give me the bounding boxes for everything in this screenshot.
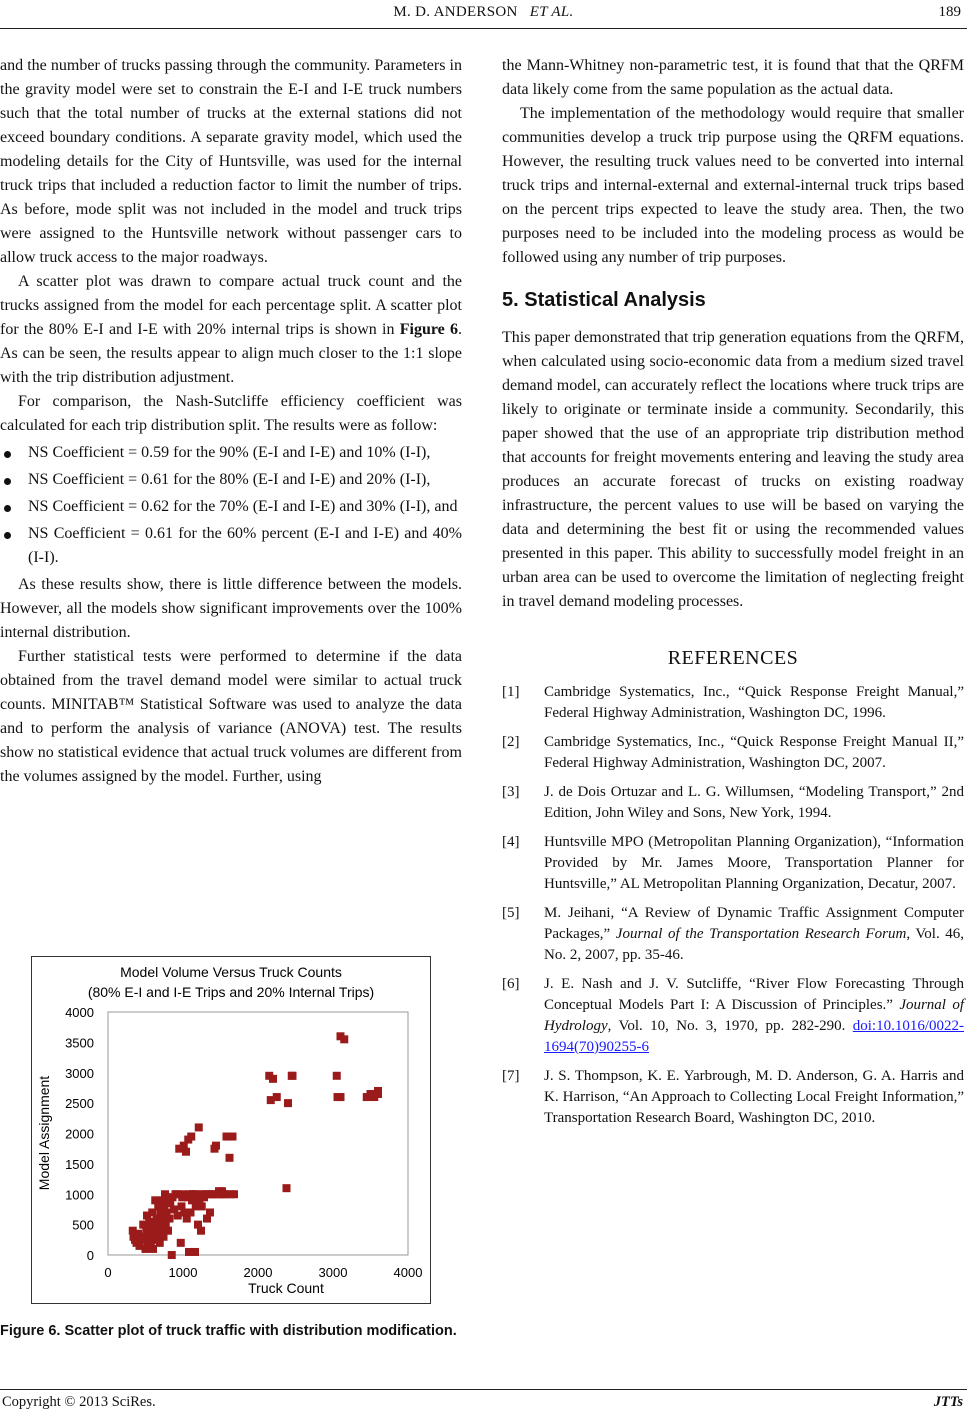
data-point bbox=[229, 1133, 237, 1141]
data-point bbox=[230, 1190, 238, 1198]
data-point bbox=[333, 1072, 341, 1080]
reference-number: [3] bbox=[502, 784, 520, 800]
left-column bbox=[0, 54, 462, 789]
data-point bbox=[273, 1093, 281, 1101]
data-point bbox=[177, 1239, 185, 1247]
x-axis-label: Truck Count bbox=[248, 1280, 324, 1296]
data-point bbox=[374, 1090, 382, 1098]
reference-item bbox=[502, 782, 964, 824]
reference-number: [1] bbox=[502, 684, 520, 700]
bullet-icon bbox=[4, 505, 11, 512]
reference-text: , Vol. 46, No. 2, 2007, pp. 35-46. bbox=[544, 926, 965, 963]
y-tick-label: 3000 bbox=[65, 1065, 94, 1081]
paragraph: For comparison, the Nash-Sutcliffe efficiency coefficient was calculated for each trip distribution split. The results were as follow: bbox=[0, 393, 462, 434]
x-axis-ticks bbox=[104, 1265, 422, 1280]
y-axis-ticks bbox=[65, 1005, 94, 1263]
reference-item bbox=[502, 832, 964, 895]
data-point bbox=[168, 1251, 176, 1259]
y-tick-label: 500 bbox=[72, 1217, 94, 1233]
footer-rule bbox=[0, 1389, 967, 1390]
data-point bbox=[166, 1215, 174, 1223]
x-tick-label: 2000 bbox=[243, 1265, 273, 1280]
list-item-text: NS Coefficient = 0.61 for the 60% percent (E-I and I-E) and 40% (I-I). bbox=[28, 525, 462, 566]
data-points bbox=[129, 1032, 382, 1259]
data-point bbox=[164, 1227, 172, 1235]
figure-6-chart bbox=[31, 956, 431, 1304]
y-tick-label: 1000 bbox=[65, 1187, 94, 1203]
reference-number: [6] bbox=[502, 976, 520, 992]
data-point bbox=[337, 1093, 345, 1101]
paragraph: This paper demonstrated that trip generation equations from the QRFM, when calculated using socio-economic data from a medium sized travel demand model, can accurately reflect the locations where truck trips are likely to originate or terminate inside a community. Secondarily, this paper showed that the use of an appropriate trip distribution method that accounts for freight movements entering and leaving the study area produces an accurate forecast of trucks on existing roadway infrastructure, the percent values to use will be based on varying the data and determining the best fit or using the recommended values presented in this paper. This ability to successfully model freight in an urban area can be used to overcome the limitation of neglecting freight in travel demand modeling processes. bbox=[502, 329, 964, 610]
x-tick-label: 0 bbox=[104, 1265, 112, 1280]
y-tick-label: 2500 bbox=[65, 1096, 94, 1112]
reference-item bbox=[502, 974, 964, 1058]
running-title bbox=[0, 4, 967, 21]
bullet-icon bbox=[4, 532, 11, 539]
journal-abbrev: JTTs bbox=[933, 1394, 963, 1410]
list-item bbox=[0, 522, 462, 570]
bullet-icon bbox=[4, 451, 11, 458]
ns-coefficient-list bbox=[0, 441, 462, 570]
reference-number: [2] bbox=[502, 734, 520, 750]
data-point bbox=[187, 1133, 195, 1141]
y-tick-label: 2000 bbox=[65, 1126, 94, 1142]
header-rule bbox=[0, 28, 967, 29]
y-tick-label: 3500 bbox=[65, 1035, 94, 1051]
data-point bbox=[182, 1148, 190, 1156]
data-point bbox=[289, 1072, 297, 1080]
data-point bbox=[212, 1142, 220, 1150]
x-tick-label: 1000 bbox=[168, 1265, 198, 1280]
y-tick-label: 1500 bbox=[65, 1156, 94, 1172]
header-authors: M. D. ANDERSON bbox=[393, 4, 518, 20]
journal-name: Journal of the Transportation Research Forum bbox=[615, 926, 907, 942]
data-point bbox=[283, 1184, 291, 1192]
chart-subtitle: (80% E-I and I-E Trips and 20% Internal Trips) bbox=[87, 984, 375, 1000]
reference-text: J. E. Nash and J. V. Sutcliffe, “River Flow Forecasting Through Conceptual Models Part I: A Discussion of Principles.” bbox=[544, 976, 964, 1013]
references-list bbox=[502, 682, 964, 1129]
data-point bbox=[206, 1208, 214, 1216]
y-axis-label: Model Assignment bbox=[36, 1075, 52, 1191]
doi-link[interactable]: doi:10.1016/0022-1694(70)90255-6 bbox=[544, 1018, 964, 1055]
list-item-text: NS Coefficient = 0.62 for the 70% (E-I and I-E) and 30% (I-I), and bbox=[28, 498, 458, 515]
figure-caption: Figure 6. Scatter plot of truck traffic with distribution modification. bbox=[0, 1323, 457, 1339]
data-point bbox=[284, 1099, 292, 1107]
journal-name: Journal of Hydrology bbox=[544, 997, 964, 1034]
x-tick-label: 4000 bbox=[393, 1265, 423, 1280]
paragraph: As these results show, there is little difference between the models. However, all the models show significant improvements over the 100% internal distribution. bbox=[0, 576, 462, 641]
reference-text: Huntsville MPO (Metropolitan Planning Organization), “Information Provided by Mr. James Moore, Transportation Planner for Huntsville,” AL Metropolitan Planning Organization, Decatur, 2007. bbox=[544, 834, 964, 892]
reference-item bbox=[502, 732, 964, 774]
reference-item bbox=[502, 682, 964, 724]
bullet-icon bbox=[4, 478, 11, 485]
reference-text: , Vol. 10, No. 3, 1970, pp. 282-290. bbox=[607, 1018, 853, 1034]
list-item bbox=[0, 468, 462, 492]
running-header bbox=[0, 0, 967, 26]
reference-number: [5] bbox=[502, 905, 520, 921]
text-span: A scatter plot was drawn to compare actual truck count and the trucks assigned from the model for each percentage split. A scatter plot for the 80% E-I and I-E with 20% internal trips is shown in bbox=[0, 273, 462, 338]
reference-item bbox=[502, 903, 964, 966]
list-item-text: NS Coefficient = 0.61 for the 80% (E-I and I-E) and 20% (I-I), bbox=[28, 471, 431, 488]
figure-link[interactable]: Figure 6 bbox=[399, 321, 458, 338]
section-heading: 5. Statistical Analysis bbox=[502, 289, 706, 311]
reference-text: J. S. Thompson, K. E. Yarbrough, M. D. Anderson, G. A. Harris and K. Harrison, “An Approach to Collecting Local Freight Information,” Transportation Research Board, Washington DC, 2010. bbox=[544, 1068, 964, 1126]
paragraph: Further statistical tests were performed to determine if the data obtained from the travel demand model were similar to actual truck counts. MINITAB™ Statistical Software was used to analyze the data and to perform the analysis of variance (ANOVA) test. The results show no statistical evidence that actual truck volumes are different from the volumes assigned by the model. Further, using bbox=[0, 648, 462, 785]
reference-number: [7] bbox=[502, 1068, 520, 1084]
reference-text: J. de Dois Ortuzar and L. G. Willumsen, “Modeling Transport,” 2nd Edition, John Wiley and Sons, New York, 1994. bbox=[544, 784, 964, 821]
chart-title: Model Volume Versus Truck Counts bbox=[120, 964, 342, 980]
copyright: Copyright © 2013 SciRes. bbox=[2, 1394, 156, 1410]
page-number: 189 bbox=[938, 4, 961, 20]
reference-text: Cambridge Systematics, Inc., “Quick Response Freight Manual II,” Federal Highway Administration, Washington DC, 2007. bbox=[544, 734, 964, 771]
data-point bbox=[191, 1248, 199, 1256]
paragraph: and the number of trucks passing through the community. Parameters in the gravity model were set to constrain the E-I and I-E truck numbers such that the total number of trucks at the external stations did not exceed boundary conditions. A separate gravity model, which used the modeling details for the City of Huntsville, was used for the internal truck trips that included a reduction factor to limit the number of trips. As before, mode split was not included in the model and truck trips were assigned to the Huntsville network without passenger cars to allow truck access to the major roadways. bbox=[0, 57, 462, 266]
y-tick-label: 0 bbox=[86, 1248, 94, 1263]
text-span: . As can be seen, the results appear to align much closer to the 1:1 slope with the trip distribution adjustment. bbox=[0, 321, 462, 386]
reference-text: Cambridge Systematics, Inc., “Quick Response Freight Manual,” Federal Highway Administration, Washington DC, 1996. bbox=[544, 684, 964, 721]
right-column bbox=[502, 54, 964, 1137]
data-point bbox=[226, 1154, 234, 1162]
paragraph: the Mann-Whitney non-parametric test, it is found that that the QRFM data likely come from the same population as the actual data. bbox=[502, 57, 964, 98]
y-tick-label: 4000 bbox=[65, 1005, 94, 1020]
x-tick-label: 3000 bbox=[318, 1265, 348, 1280]
data-point bbox=[269, 1075, 277, 1083]
list-item-text: NS Coefficient = 0.59 for the 90% (E-I and I-E) and 10% (I-I), bbox=[28, 444, 431, 461]
list-item bbox=[0, 495, 462, 519]
data-point bbox=[340, 1035, 348, 1043]
data-point bbox=[195, 1123, 203, 1131]
data-point bbox=[198, 1202, 206, 1210]
data-point bbox=[197, 1227, 205, 1235]
reference-text: M. Jeihani, “A Review of Dynamic Traffic Assignment Computer Packages,” bbox=[544, 905, 964, 942]
reference-number: [4] bbox=[502, 834, 520, 850]
header-etal: ET AL. bbox=[529, 4, 574, 20]
references-heading: REFERENCES bbox=[667, 647, 799, 669]
reference-item bbox=[502, 1066, 964, 1129]
scatter-plot-svg bbox=[32, 957, 430, 1303]
list-item bbox=[0, 441, 462, 465]
paragraph-figure-reference bbox=[0, 270, 462, 390]
paragraph: The implementation of the methodology would require that smaller communities develop a truck trip purpose using the QRFM equations. However, the resulting truck values need to be converted into internal truck trips and internal-external and external-internal truck trips based on the percent trips expected to leave the study area. Then, the two purposes need to be included into the modeling process as would be followed using any number of trip purposes. bbox=[502, 105, 964, 266]
